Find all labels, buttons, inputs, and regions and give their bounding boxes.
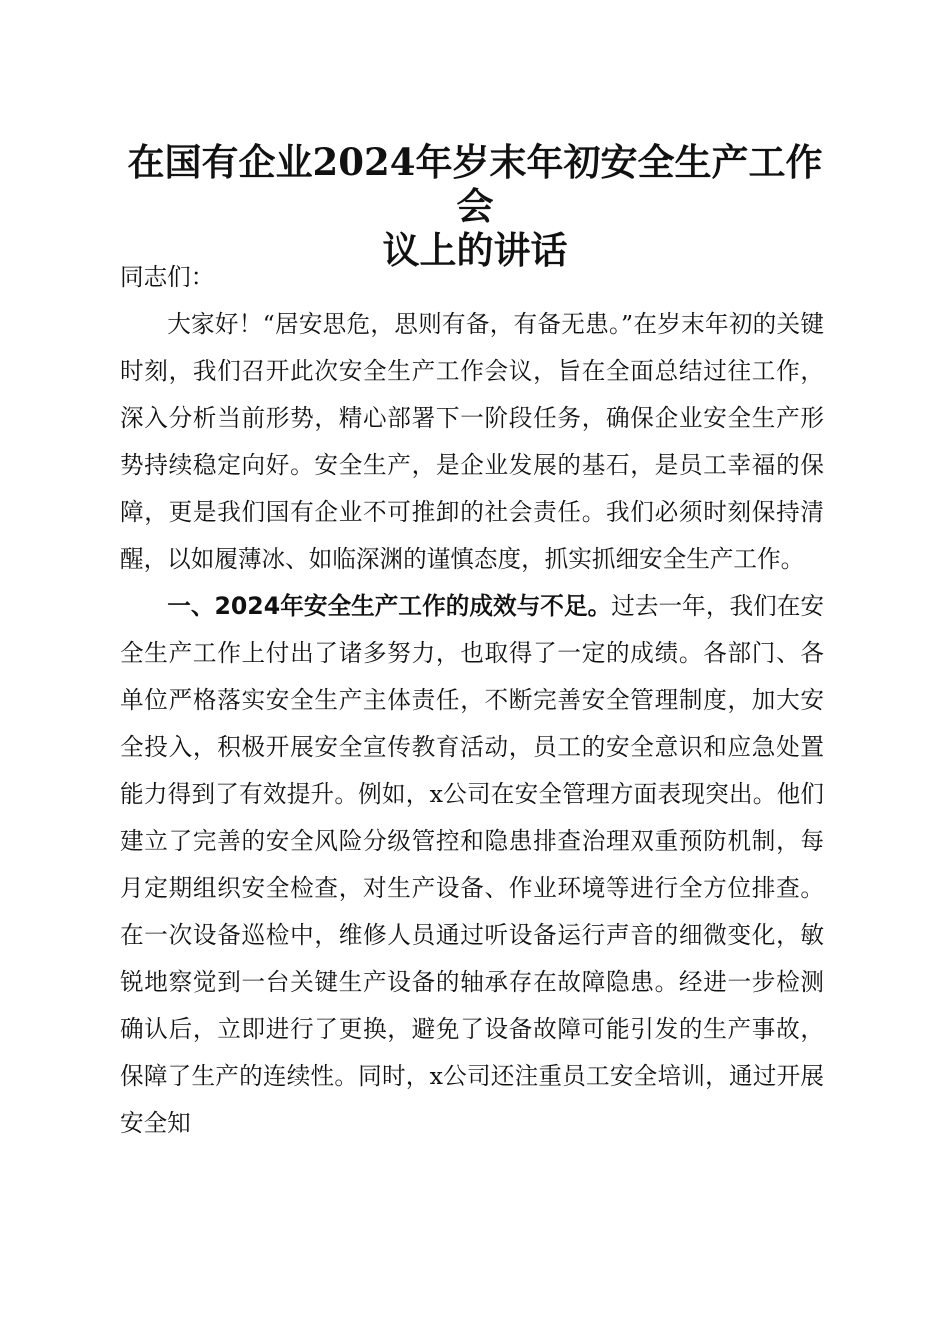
opening-paragraph: 大家好！“居安思危，思则有备，有备无患。”在岁末年初的关键时刻，我们召开此次安全生产工作会议，旨在全面总结过往工作，深入分析当前形势，精心部署下一阶段任务，确保企业安全生产形势持续稳定向好。安全生产，是企业发展的基石，是员工幸福的保障，更是我们国有企业不可推卸的社会责任。我们必须时刻保持清醒，以如履薄冰、如临深渊的谨慎态度，抓实抓细安全生产工作。 — [120, 310, 824, 573]
title-line-2: 议上的讲话 — [382, 228, 568, 272]
salutation: 同志们： — [120, 263, 215, 291]
section-1-paragraph — [120, 583, 824, 1147]
document-body — [120, 254, 824, 1147]
document-title — [110, 140, 840, 272]
section-1-text: 过去一年，我们在安全生产工作上付出了诸多努力，也取得了一定的成绩。各部门、各单位严格落实安全生产主体责任，不断完善安全管理制度，加大安全投入，积极开展安全宣传教育活动，员工的安全意识和应急处置能力得到了有效提升。例如，x公司在安全管理方面表现突出。他们建立了完善的安全风险分级管控和隐患排查治理双重预防机制，每月定期组织安全检查，对生产设备、作业环境等进行全方位排查。在一次设备巡检中，维修人员通过听设备运行声音的细微变化，敏锐地察觉到一台关键生产设备的轴承存在故障隐患。经进一步检测确认后，立即进行了更换，避免了设备故障可能引发的生产事故，保障了生产的连续性。同时，x公司还注重员工安全培训，通过开展安全知 — [120, 592, 824, 1137]
title-line-1: 在国有企业2024年岁末年初安全生产工作会 — [127, 140, 823, 228]
section-1-heading: 一、2024年安全生产工作的成效与不足。 — [167, 592, 612, 620]
